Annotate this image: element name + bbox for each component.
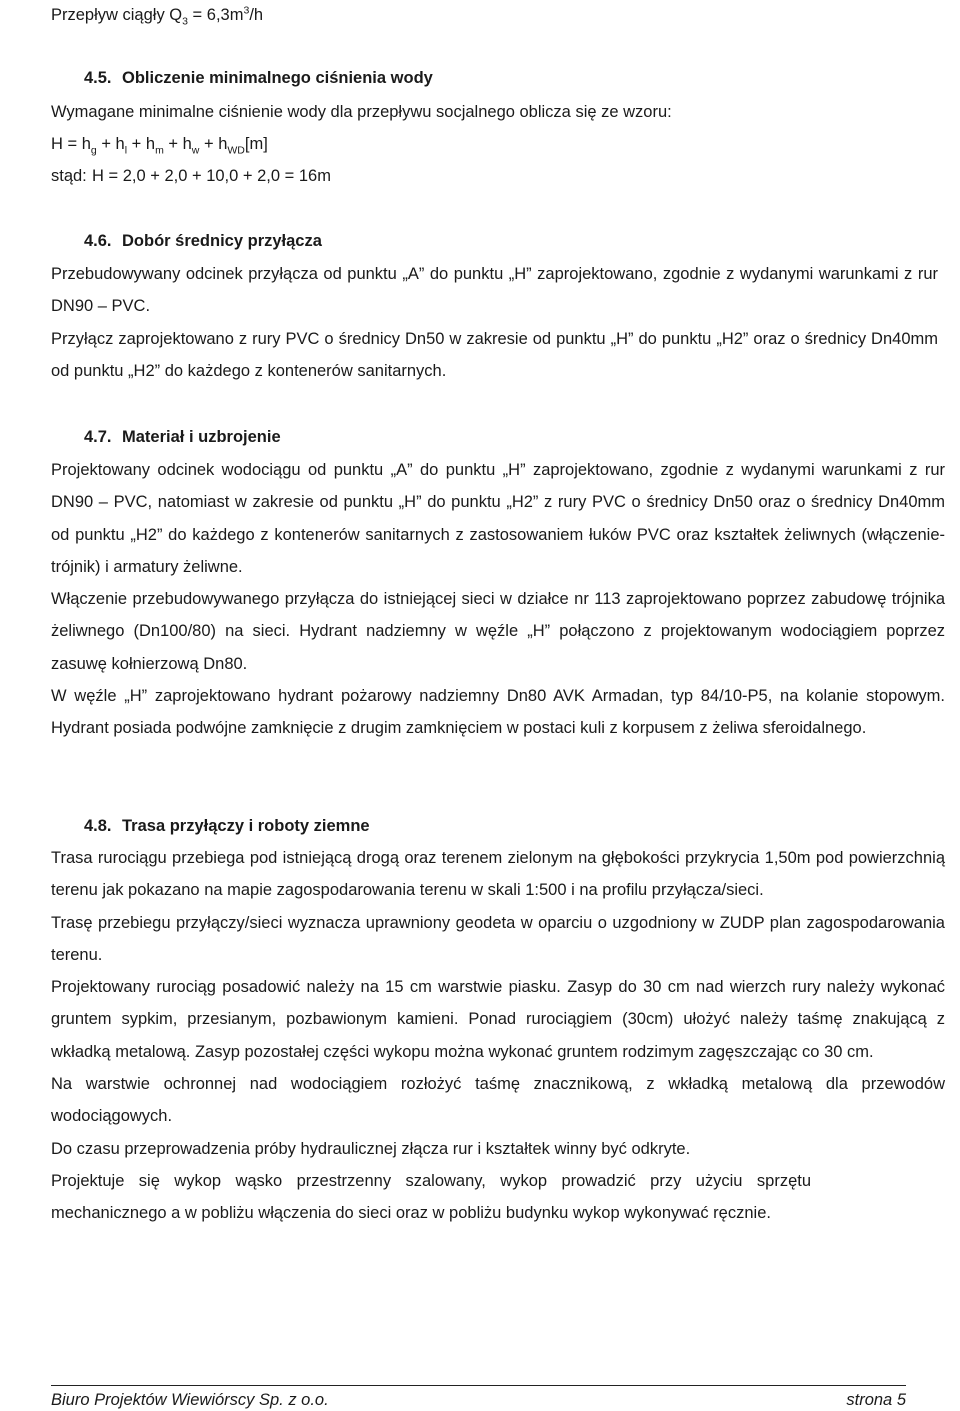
flow-rate-line: Przepływ ciągły $Q_3 = 6,3m^3/h$ <box>51 4 264 28</box>
paragraph: Trasę przebiegu przyłączy/sieci wyznacza uprawniony geodeta w oparciu o uzgodniony w ZUDP plan zagospodarowania terenu. <box>51 913 945 964</box>
section-4-6-heading: 4.6. Dobór średnicy przyłącza <box>84 232 322 250</box>
paragraph: Projektowany rurociąg posadowić należy na 15 cm warstwie piasku. Zasyp do 30 cm nad wierzch rury należy wykonać gruntem sypkim, przesianym, pozbawionym kamieni. Ponad rurociągiem (30cm) ułożyć należy taśmę znakującą z wkładką metalową. Zasyp pozostałej części wykopu można wykonać gruntem rodzimym zagęszczając co 30 cm. <box>51 978 945 1061</box>
section-4-7-heading: 4.7. Materiał i uzbrojenie <box>84 428 281 446</box>
footer-company: Biuro Projektów Wiewiórscy Sp. z o.o. <box>51 1391 329 1409</box>
paragraph: Projektuje się wykop wąsko przestrzenny szalowany, wykop prowadzić przy użyciu sprzętu mechanicznego a w pobliżu włączenia do sieci oraz w pobliżu budynku wykop wykonywać ręcznie. <box>51 1171 811 1223</box>
footer-page-number: strona 5 <box>846 1391 906 1409</box>
section-4-8-body <box>51 842 945 1230</box>
section-4-5-intro: Wymagane minimalne ciśnienie wody dla przepływu socjalnego oblicza się ze wzoru: <box>51 103 672 121</box>
pressure-result: stąd: H = 2,0 + 2,0 + 10,0 + 2,0 = 16m <box>51 167 331 185</box>
section-4-8-heading: 4.8. Trasa przyłączy i roboty ziemne <box>84 817 370 835</box>
paragraph: Przyłącz zaprojektowano z rury PVC o średnicy Dn50 w zakresie od punktu „H” do punktu „H2” oraz o średnicy Dn40mm od punktu „H2” do każdego z kontenerów sanitarnych. <box>51 329 938 380</box>
section-4-6-body <box>51 258 938 387</box>
paragraph: W węźle „H” zaprojektowano hydrant pożarowy nadziemny Dn80 AVK Armadan, typ 84/10-P5, na kolanie stopowym. Hydrant posiada podwójne zamknięcie z drugim zamknięciem w postaci kuli z korpusem z żeliwa sferoidalnego. <box>51 687 945 738</box>
page-footer <box>51 1385 906 1411</box>
section-4-7-body <box>51 454 945 745</box>
paragraph: Projektowany odcinek wodociągu od punktu „A” do punktu „H” zaprojektowano, zgodnie z wydanymi warunkami z rur DN90 – PVC, natomiast w zakresie od punktu „H” do punktu „H2” z rury PVC o średnicy Dn50 oraz o średnicy Dn40mm od punktu „H2” do każdego z kontenerów sanitarnych z zastosowaniem łuków PVC oraz kształtek żeliwnych (włączenie-trójnik) i armatury żeliwne. <box>51 461 945 576</box>
paragraph: Do czasu przeprowadzenia próby hydraulicznej złącza rur i kształtek winny być odkryte. <box>51 1139 691 1158</box>
pressure-formula: $H = h_g + h_l + h_m + h_w + h_{WD}[m]$ <box>51 135 268 157</box>
paragraph: Na warstwie ochronnej nad wodociągiem rozłożyć taśmę znacznikową, z wkładką metalową dla przewodów wodociągowych. <box>51 1075 945 1126</box>
paragraph: Włączenie przebudowywanego przyłącza do istniejącej sieci w działce nr 113 zaprojektowano poprzez zabudowę trójnika żeliwnego (Dn100/80) na sieci. Hydrant nadziemny w węźle „H” połączono z projektowanym wodociągiem poprzez zasuwę kołnierzową Dn80. <box>51 590 945 673</box>
section-4-5-heading: 4.5. Obliczenie minimalnego ciśnienia wody <box>84 69 433 87</box>
paragraph: Trasa rurociągu przebiega pod istniejącą drogą oraz terenem zielonym na głębokości przykrycia 1,50m pod powierzchnią terenu jak pokazano na mapie zagospodarowania terenu w skali 1:500 i na profilu przyłącza/sieci. <box>51 849 945 900</box>
paragraph: Przebudowywany odcinek przyłącza od punktu „A” do punktu „H” zaprojektowano, zgodnie z wydanymi warunkami z rur DN90 – PVC. <box>51 265 938 316</box>
